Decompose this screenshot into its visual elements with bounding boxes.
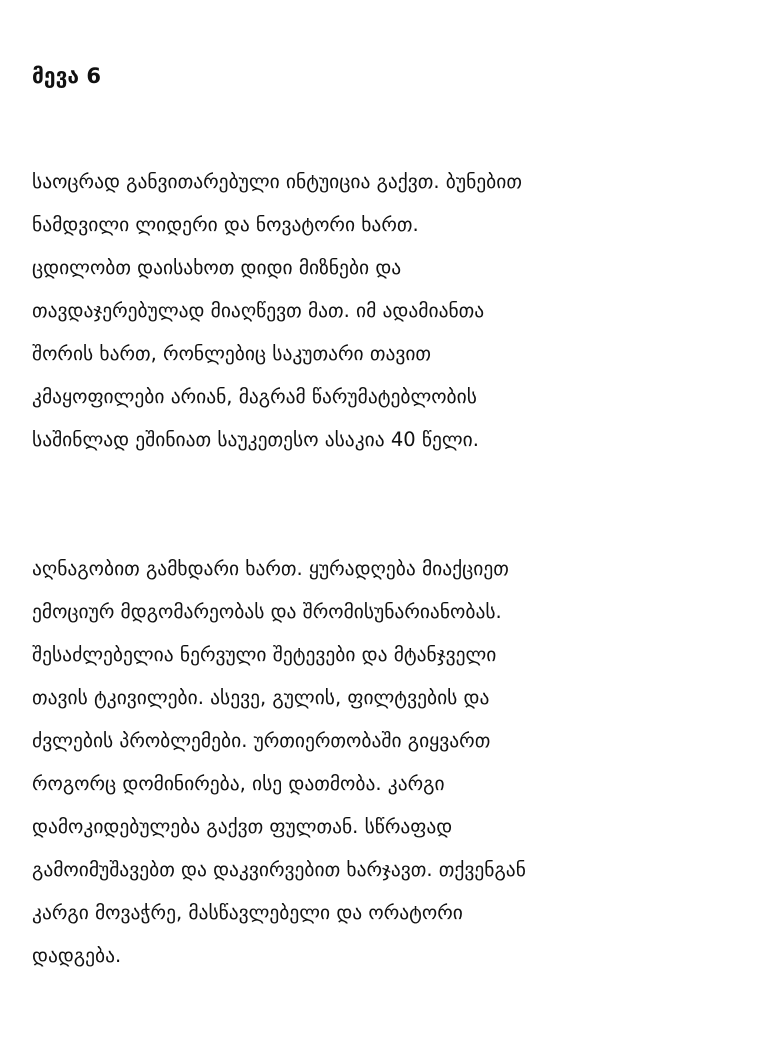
paragraph-line: კარგი მოვაჭრე, მასწავლებელი და ორატორი (32, 901, 463, 924)
paragraph-line: შესაძლებელია ნერვული შეტევები და მტანჯველი (32, 643, 497, 666)
paragraph-line: თავდაჯერებულად მიაღწევთ მათ. იმ ადამიანთა (32, 299, 485, 322)
paragraph-line: ცდილობთ დაისახოთ დიდი მიზნები და (32, 256, 402, 279)
paragraph-line: საშინლად ეშინიათ საუკეთესო ასაკია 40 წელი. (32, 428, 479, 451)
paragraph-line: აღნაგობით გამხდარი ხართ. ყურადღება მიაქციეთ (32, 557, 509, 580)
paragraph-2 (32, 547, 526, 977)
paragraph-line: დამოკიდებულება გაქვთ ფულთან. სწრაფად (32, 815, 453, 838)
paragraph-1 (32, 160, 522, 461)
page-title: მევა 6 (32, 64, 101, 88)
paragraph-line: დადგება. (32, 944, 122, 967)
paragraph-line: საოცრად განვითარებული ინტუიცია გაქვთ. ბუნებით (32, 170, 522, 193)
paragraph-line: როგორც დომინირება, ისე დათმობა. კარგი (32, 772, 445, 795)
paragraph-line: ძვლების პრობლემები. ურთიერთობაში გიყვართ (32, 729, 491, 752)
paragraph-line: თავის ტკივილები. ასევე, გულის, ფილტვების და (32, 686, 490, 709)
paragraph-line: ნამდვილი ლიდერი და ნოვატორი ხართ. (32, 213, 419, 236)
paragraph-line: კმაყოფილები არიან, მაგრამ წარუმატებლობის (32, 385, 477, 408)
paragraph-line: ემოციურ მდგომარეობას და შრომისუნარიანობას. (32, 600, 502, 623)
paragraph-line: შორის ხართ, რონლებიც საკუთარი თავით (32, 342, 432, 365)
paragraph-line: გამოიმუშავებთ და დაკვირვებით ხარჯავთ. თქვენგან (32, 858, 526, 881)
